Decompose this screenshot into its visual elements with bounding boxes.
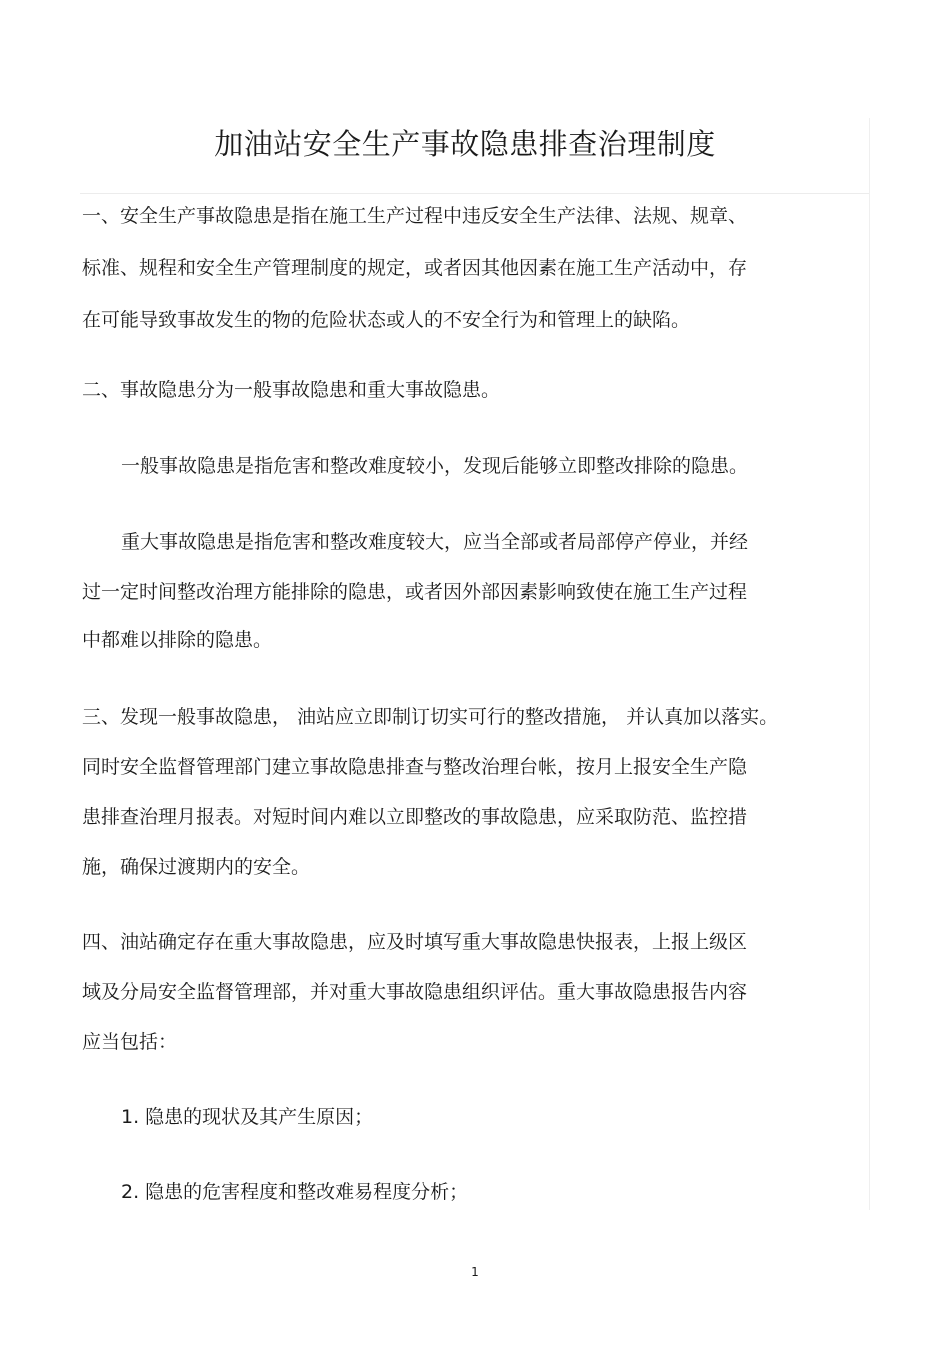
section-2-heading: 二、事故隐患分为一般事故隐患和重大事故隐患。 <box>82 379 501 401</box>
section-3-line-2: 同时安全监督管理部门建立事故隐患排查与整改治理台帐，按月上报安全生产隐 <box>82 756 748 778</box>
section-4-line-2: 域及分局安全监督管理部，并对重大事故隐患组织评估。重大事故隐患报告内容 <box>82 981 748 1003</box>
section-3-line-1: 三、发现一般事故隐患， 油站应立即制订切实可行的整改措施， 并认真加以落实。 <box>82 706 779 728</box>
section-3-line-4: 施，确保过渡期内的安全。 <box>82 856 311 878</box>
general-hazard-definition: 一般事故隐患是指危害和整改难度较小，发现后能够立即整改排除的隐患。 <box>121 455 749 477</box>
header-divider <box>80 193 870 194</box>
page-title: 加油站安全生产事故隐患排查治理制度 <box>214 127 716 161</box>
report-item-2: 2. 隐患的危害程度和整改难易程度分析； <box>121 1181 469 1203</box>
section-4-line-3: 应当包括： <box>82 1031 178 1053</box>
section-3-line-3: 患排查治理月报表。对短时间内难以立即整改的事故隐患，应采取防范、监控措 <box>82 806 748 828</box>
major-hazard-line-3: 中都难以排除的隐患。 <box>82 629 273 651</box>
major-hazard-line-1: 重大事故隐患是指危害和整改难度较大，应当全部或者局部停产停业，并经 <box>121 531 749 553</box>
page-number: 1 <box>471 1265 479 1279</box>
section-1-line-1: 一、安全生产事故隐患是指在施工生产过程中违反安全生产法律、法规、规章、 <box>82 205 748 227</box>
major-hazard-line-2: 过一定时间整改治理方能排除的隐患，或者因外部因素影响致使在施工生产过程 <box>82 581 748 603</box>
page-right-border <box>869 118 870 1210</box>
section-1-line-3: 在可能导致事故发生的物的危险状态或人的不安全行为和管理上的缺陷。 <box>82 309 691 331</box>
section-4-line-1: 四、油站确定存在重大事故隐患，应及时填写重大事故隐患快报表，上报上级区 <box>82 931 748 953</box>
section-1-line-2: 标准、规程和安全生产管理制度的规定，或者因其他因素在施工生产活动中，存 <box>82 257 748 279</box>
report-item-1: 1. 隐患的现状及其产生原因； <box>121 1106 374 1128</box>
